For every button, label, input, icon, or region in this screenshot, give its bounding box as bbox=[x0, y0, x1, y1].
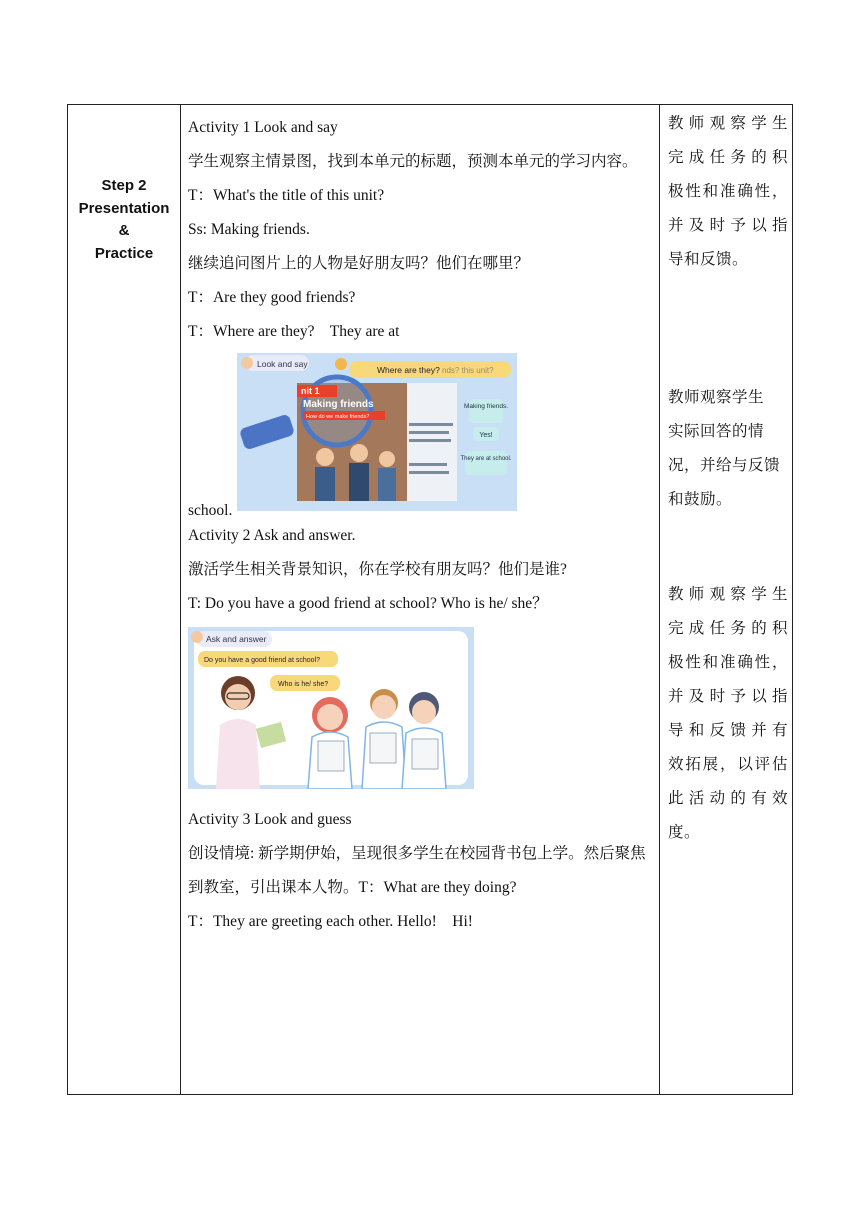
text-line bbox=[409, 423, 453, 426]
note-line: 并及时予以指 bbox=[668, 217, 788, 234]
column-divider bbox=[180, 105, 181, 1094]
lesson-table bbox=[67, 104, 793, 1095]
note-line: 完成任务的积 bbox=[668, 149, 788, 166]
picture1-unit: nit 1 bbox=[301, 386, 320, 396]
step-column bbox=[68, 105, 180, 1094]
note-line: 教师观察学生 bbox=[668, 115, 788, 132]
evaluation-note-3 bbox=[668, 578, 788, 850]
picture2-tag: Ask and answer bbox=[206, 634, 267, 644]
side-bubble bbox=[465, 451, 507, 475]
picture2-bubble1: Do you have a good friend at school? bbox=[204, 657, 320, 664]
note-line: 极性和准确性， bbox=[668, 654, 788, 671]
activity1-q1: T：What's the title of this unit? bbox=[188, 187, 385, 204]
note-line: 导和反馈。 bbox=[668, 251, 749, 268]
picture1-side-bubble3: They are at school. bbox=[460, 456, 512, 462]
child-body bbox=[349, 463, 369, 501]
activity1-q3-end: school. bbox=[188, 502, 233, 519]
boy2-face bbox=[412, 700, 436, 724]
picture1-bubble: Where are they? bbox=[377, 365, 440, 375]
activity1-q2: T：Are they good friends? bbox=[188, 289, 356, 306]
note-line: 此活动的有效 bbox=[668, 790, 788, 807]
picture1-side-bubble2: Yes! bbox=[479, 432, 493, 439]
note-line: 完成任务的积 bbox=[668, 620, 788, 637]
note-line: 况，并给与反馈 bbox=[668, 457, 781, 474]
child-face bbox=[316, 448, 334, 466]
child-face bbox=[350, 444, 368, 462]
step-ampersand: & bbox=[118, 222, 130, 239]
teacher-face bbox=[225, 684, 251, 710]
activity1-desc: 学生观察主情景图，找到本单元的标题，预测本单元的学习内容。 bbox=[188, 153, 638, 170]
note-line: 效拓展，以评估 bbox=[668, 756, 788, 773]
activity3-q1: T：They are greeting each other. Hello! Hi! bbox=[188, 913, 473, 930]
step-name-2: Practice bbox=[94, 244, 154, 262]
activity3-title: Activity 3 Look and guess bbox=[188, 811, 352, 828]
activity2-desc: 激活学生相关背景知识，你在学校有朋友吗？他们是谁? bbox=[188, 561, 567, 578]
text-line bbox=[409, 463, 447, 466]
evaluation-note-1 bbox=[668, 107, 788, 277]
activity1-title: Activity 1 Look and say bbox=[188, 119, 338, 136]
picture1-tag: Look and say bbox=[257, 359, 308, 369]
hand-icon bbox=[191, 631, 203, 643]
note-line: 教师观察学生 bbox=[668, 586, 788, 603]
boy2-paper bbox=[412, 739, 438, 769]
picture2-bubble2: Who is he/ she? bbox=[278, 681, 329, 688]
teacher-body bbox=[216, 719, 260, 789]
text-line bbox=[409, 431, 449, 434]
activity1-q3: T：Where are they? They are at bbox=[188, 323, 400, 340]
activity2-q1: T: Do you have a good friend at school? Who is he/ she？ bbox=[188, 595, 548, 612]
boy1-paper bbox=[370, 733, 396, 763]
note-line: 和鼓励。 bbox=[668, 491, 733, 508]
text-line bbox=[409, 471, 449, 474]
picture1-unit-title: Making friends bbox=[303, 399, 374, 410]
note-line: 极性和准确性， bbox=[668, 183, 788, 200]
note-line: 度。 bbox=[668, 824, 701, 841]
step-name: Presentation bbox=[78, 199, 170, 217]
child-body bbox=[315, 467, 335, 501]
child-body bbox=[378, 468, 396, 501]
text-line bbox=[409, 439, 451, 442]
girl-paper bbox=[318, 741, 344, 771]
evaluation-note-2 bbox=[668, 381, 788, 517]
column-divider bbox=[659, 105, 660, 1094]
activity2-title: Activity 2 Ask and answer. bbox=[188, 527, 356, 544]
hand-icon bbox=[241, 357, 253, 369]
activity3-desc: 创设情境: 新学期伊始，呈现很多学生在校园背书包上学。然后聚焦到教室，引出课本人物。T：What are they doing? bbox=[188, 845, 646, 896]
speaker-avatar bbox=[335, 358, 347, 370]
note-line: 导和反馈并有 bbox=[668, 722, 788, 739]
step-label bbox=[68, 175, 180, 265]
note-line: 实际回答的情 bbox=[668, 423, 765, 440]
note-line: 教师观察学生 bbox=[668, 389, 765, 406]
picture1-bubble-faded: nds? this unit? bbox=[442, 366, 494, 375]
activity1-followup: 继续追问图片上的人物是好朋友吗？他们在哪里？ bbox=[188, 255, 530, 272]
ask-and-answer-image bbox=[188, 627, 474, 789]
activity1-a1: Ss: Making friends. bbox=[188, 221, 310, 238]
child-face bbox=[379, 451, 395, 467]
step-number: Step 2 bbox=[101, 177, 147, 194]
picture1-side-bubble1: Making friends. bbox=[463, 403, 509, 410]
girl-face bbox=[317, 704, 343, 730]
picture1-unit-subtitle: How do we make friends? bbox=[306, 414, 370, 420]
picture1-row bbox=[188, 349, 658, 519]
boy1-face bbox=[372, 695, 396, 719]
activity-column bbox=[188, 111, 658, 939]
note-line: 并及时予以指 bbox=[668, 688, 788, 705]
look-and-say-image bbox=[237, 353, 517, 511]
